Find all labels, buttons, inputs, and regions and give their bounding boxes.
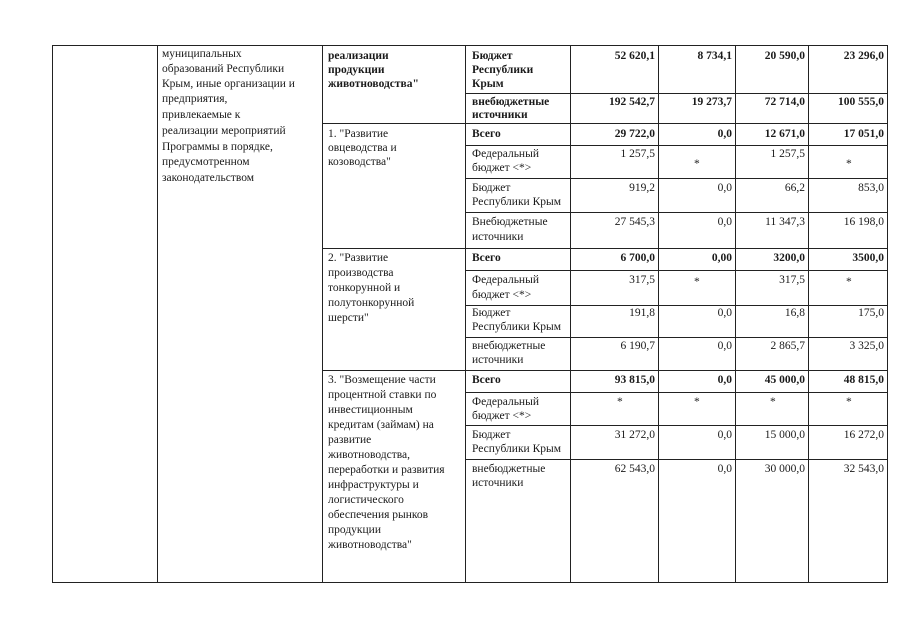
value-year1: 0,0 (717, 128, 732, 140)
row-divider (465, 392, 888, 393)
participants-line: предприятия, (162, 93, 228, 105)
table-divider-col2 (322, 45, 323, 582)
table-divider-col1 (157, 45, 158, 582)
section-divider (322, 248, 888, 249)
value-year2: 30 000,0 (764, 463, 805, 475)
table-border-bottom (52, 582, 888, 583)
section-divider (322, 370, 888, 371)
source-label: Крым (472, 78, 504, 90)
value-total: 31 272,0 (614, 429, 655, 441)
value-year3: 17 051,0 (843, 128, 884, 140)
table-divider-col3 (465, 45, 466, 582)
table-divider-col6 (735, 45, 736, 582)
value-total: 6 190,7 (620, 340, 655, 352)
value-year1: * (694, 158, 700, 170)
value-year3: 3 325,0 (849, 340, 884, 352)
table-border-left (52, 45, 53, 582)
value-total: 93 815,0 (614, 374, 655, 386)
value-year3: 23 296,0 (843, 50, 884, 62)
source-label: Республики Крым (472, 443, 561, 455)
participants-line: привлекаемые к (162, 109, 241, 121)
value-total: 919,2 (629, 182, 655, 194)
source-label: источники (472, 109, 528, 121)
table-border-top (52, 45, 888, 46)
value-year3: 16 198,0 (843, 216, 884, 228)
value-year3: 16 272,0 (843, 429, 884, 441)
value-total: 192 542,7 (609, 96, 655, 108)
value-year2: 12 671,0 (764, 128, 805, 140)
row-divider (465, 270, 888, 271)
participants-line: образований Республики (162, 63, 285, 75)
row-divider (465, 305, 888, 306)
participants-line: реализации мероприятий (162, 125, 286, 137)
value-total: 317,5 (629, 274, 655, 286)
value-total: 191,8 (629, 307, 655, 319)
source-label: Бюджет (472, 429, 511, 441)
source-label: Республики (472, 64, 534, 76)
value-year3: 3500,0 (852, 252, 884, 264)
value-year1: 19 273,7 (691, 96, 732, 108)
table-divider-col4 (570, 45, 571, 582)
value-total: 29 722,0 (614, 128, 655, 140)
value-year1: 0,0 (717, 374, 732, 386)
source-label: Внебюджетные (472, 216, 548, 228)
source-label: источники (472, 231, 524, 243)
source-label: источники (472, 354, 524, 366)
source-label: бюджет <*> (472, 410, 532, 422)
value-year1: * (694, 396, 700, 408)
value-year2: 2 865,7 (770, 340, 805, 352)
row-divider (465, 337, 888, 338)
value-year1: 0,0 (717, 340, 732, 352)
source-label: Республики Крым (472, 196, 561, 208)
value-year2: 15 000,0 (764, 429, 805, 441)
participants-line: Программы в порядке, (162, 141, 273, 153)
value-year1: 0,0 (717, 216, 732, 228)
row-divider (465, 425, 888, 426)
value-year3: * (846, 396, 852, 408)
row-divider (465, 145, 888, 146)
source-label: Бюджет (472, 50, 513, 62)
value-year2: 11 347,3 (765, 216, 805, 228)
value-year2: 16,8 (784, 307, 805, 319)
value-year1: * (694, 276, 700, 288)
value-year3: 175,0 (858, 307, 884, 319)
value-year1: 0,00 (711, 252, 732, 264)
value-total: 62 543,0 (614, 463, 655, 475)
value-total: * (617, 396, 623, 408)
value-total: 6 700,0 (620, 252, 655, 264)
participants-line: предусмотренном (162, 156, 250, 168)
value-total: 27 545,3 (614, 216, 655, 228)
source-label: Всего (472, 252, 501, 264)
value-year1: 0,0 (717, 429, 732, 441)
participants-line: Крым, иные организации и (162, 78, 295, 90)
value-year3: 853,0 (858, 182, 884, 194)
source-label: внебюджетные (472, 463, 546, 475)
value-total: 52 620,1 (614, 50, 655, 62)
source-label: внебюджетные (472, 96, 550, 108)
value-year2: 317,5 (779, 274, 805, 286)
table-border-right (887, 45, 888, 582)
source-label: Бюджет (472, 307, 511, 319)
source-label: бюджет <*> (472, 162, 532, 174)
value-year2: 72 714,0 (764, 96, 805, 108)
row-divider (465, 178, 888, 179)
source-label: Федеральный (472, 274, 539, 286)
table-divider-col7 (808, 45, 809, 582)
value-year3: 100 555,0 (838, 96, 884, 108)
value-year2: * (770, 396, 776, 408)
value-year2: 45 000,0 (764, 374, 805, 386)
source-label: Всего (472, 128, 501, 140)
value-year2: 3200,0 (773, 252, 805, 264)
value-year1: 0,0 (717, 307, 732, 319)
source-label: Республики Крым (472, 321, 561, 333)
source-label: Федеральный (472, 148, 539, 160)
value-year3: * (846, 158, 852, 170)
value-year2: 20 590,0 (764, 50, 805, 62)
participants-line: законодательством (162, 172, 255, 184)
source-label: Всего (472, 374, 501, 386)
value-year3: 32 543,0 (843, 463, 884, 475)
row-divider (465, 212, 888, 213)
value-year2: 1 257,5 (770, 148, 805, 160)
source-label: источники (472, 477, 524, 489)
row-divider (465, 459, 888, 460)
source-label: внебюджетные (472, 340, 546, 352)
source-label: бюджет <*> (472, 289, 532, 301)
source-label: Федеральный (472, 396, 539, 408)
value-year1: 8 734,1 (697, 50, 732, 62)
value-year1: 0,0 (717, 463, 732, 475)
section-divider (322, 123, 888, 124)
value-year2: 66,2 (784, 182, 805, 194)
value-year3: * (846, 276, 852, 288)
value-total: 1 257,5 (620, 148, 655, 160)
row-divider (465, 93, 888, 94)
source-label: Бюджет (472, 182, 511, 194)
value-year1: 0,0 (717, 182, 732, 194)
participants-line: муниципальных (162, 48, 242, 60)
value-year3: 48 815,0 (843, 374, 884, 386)
table-divider-col5 (658, 45, 659, 582)
